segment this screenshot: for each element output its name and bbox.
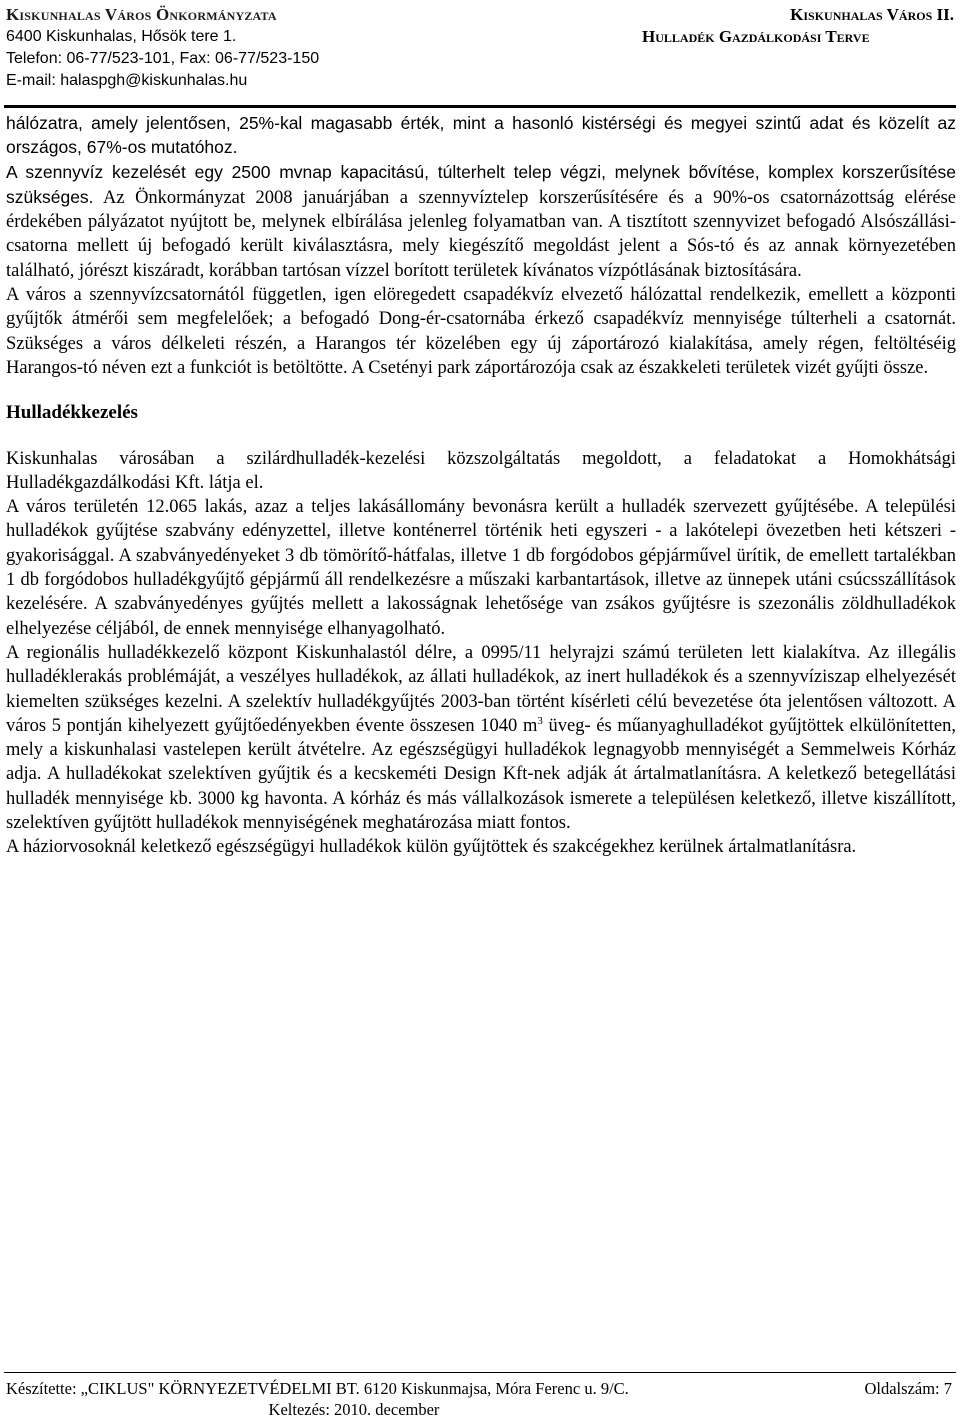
- paragraph-sentence: üveg- és műanyaghulladékot gyűjtöttek elkülönítetten, mely a kiskunhalasi vastelepen került átvételre. Az egészségügyi hulladékok legnagyobb mennyiségét a Semmelweis Kórház adja. A hulladékokat szelektíven gyűjtik és a kecskeméti Design Kft-nek adják át ártalmatlanításra. A keletkező betegellátási hulladék mennyisége kb. 3000 kg havonta. A kórház és más vállalkozások ismerete a településen keletkező, illetve kiszállított, szelektíven gyűjtött hulladékok mennyiségének meghatározása miatt fontos.: [6, 715, 956, 834]
- paragraph: A város területén 12.065 lakás, azaz a teljes lakásállomány bevonásra került a hulladék szervezett gyűjtésébe. A települési hulladékok gyűjtése szabvány edényzettel, illetve konténerrel történik heti egyszeri - a lakótelepi övezetben heti kétszeri - gyakorisággal. A szabványedényeket 3 db tömörítő-hátfalas, illetve 1 db forgódobos gépjárművel ürítik, de emellett tartalékban 1 db forgódobos hulladékgyűjtő gépjármű áll rendelkezésre a műszaki karbantartások, illetve az ünnepek utáni csúcsszállítások kezelésére. A szabványedényes gyűjtés mellett a lakosságnak lehetősége van zsákos gyűjtésre is szezonális zöldhulladékok elhelyezése céljából, de ennek mennyisége elhanyagolható.: [6, 497, 956, 639]
- paragraph: [6, 641, 956, 835]
- paragraph-sentence: A szennyvíz kezelését egy 2500 mvnap kapacitású, túlterhelt telep végzi, melynek bővítése, komplex korszerűsítése szükséges.: [6, 161, 956, 207]
- header-email: E-mail: halaspgh@kiskunhalas.hu: [6, 72, 248, 89]
- header-doc-title: Kiskunhalas Város II.: [790, 5, 954, 24]
- paragraph: hálózatra, amely jelentősen, 25%-kal magasabb érték, mint a hasonló kistérségi és megyei szintű adat és közelít az országos, 67%-os mutatóhoz.: [6, 113, 956, 158]
- header-left: [6, 4, 319, 92]
- paragraph-sentence: A regionális hulladékkezelő központ Kiskunhalastól délre, a 0995/11 helyrajzi számú területen lett kialakítva. Az illegális hulladéklerakás problémáját, a veszélyes hulladékok, az állati hulladékok, az inert hulladékok és a szennyvíziszap elhelyezését kiemelten szükséges kezelni. A szelektív hulladékgyűjtés 2003-ban történt kísérleti célú bevezetése óta jelentősen változott. A város 5 pontján kihelyezett gyűjtőedényekben évente összesen 1040 m: [6, 642, 956, 736]
- header-right: [634, 4, 954, 48]
- paragraph: A város a szennyvízcsatornától független, igen elöregedett csapadékvíz elvezető hálózattal rendelkezik, emellett a központi gyűjtők átmérői sem megfelelőek; a befogadó Dong-ér-csatornába érkező csapadékvíz mennyisége túlterheli a csatornát. Szükséges a város délkeleti részén, a Harangos tér közelében egy új záportározó kialakítása, amely régen, feltöltéséig Harangos-tó néven ezt a funkciót is betöltötte. A Csetényi park záportározója csak az északkeleti területek vizét gyűjti össze.: [6, 285, 956, 378]
- footer-divider: [4, 1372, 956, 1373]
- superscript: 3: [537, 714, 543, 727]
- document-body: [6, 111, 956, 860]
- header-divider: [4, 105, 956, 108]
- header-doc-subtitle: Hulladék Gazdálkodási Terve: [642, 27, 870, 46]
- header-org-name: Kiskunhalas Város Önkormányzata: [6, 5, 277, 24]
- footer-page-number: Oldalszám: 7: [864, 1379, 952, 1398]
- footer: [6, 1378, 952, 1420]
- paragraph: Kiskunhalas városában a szilárdhulladék-kezelési közszolgáltatás megoldott, a feladatokat a Homokhátsági Hulladékgazdálkodási Kft. látja el.: [6, 448, 956, 493]
- paragraph-sentence: Az Önkormányzat 2008 januárjában a szennyvíztelep korszerűsítésére és a 90%-os csatornázottság elérése érdekében pályázatot nyújtott be, melynek elbírálása jelenleg folyamatban van.: [6, 187, 956, 233]
- paragraph: A háziorvosoknál keletkező egészségügyi hulladékok külön gyűjtöttek és szakcégekhez kerülnek ártalmatlanításra.: [6, 837, 857, 858]
- footer-date: Keltezés: 2010. december: [268, 1400, 440, 1419]
- header-address: 6400 Kiskunhalas, Hősök tere 1.: [6, 28, 237, 45]
- footer-author: Készítette: „CIKLUS" KÖRNYEZETVÉDELMI BT. 6120 Kiskunmajsa, Móra Ferenc u. 9/C.: [6, 1379, 629, 1398]
- header-phone: Telefon: 06-77/523-101, Fax: 06-77/523-150: [6, 50, 320, 67]
- paragraph-sentence: A tisztított szennyvizet befogadó Alsószállási-csatorna mellett új befogadó került kiválasztásra, mely kiegészítő megoldást jelent a Sós-tó és az annak környezetében található, jórészt kiszáradt, korábban tartósan vízzel borított területek kívánatos vízpótlásának biztosítására.: [6, 212, 956, 281]
- section-heading: Hulladékkezelés: [6, 402, 138, 424]
- paragraph: [6, 160, 956, 283]
